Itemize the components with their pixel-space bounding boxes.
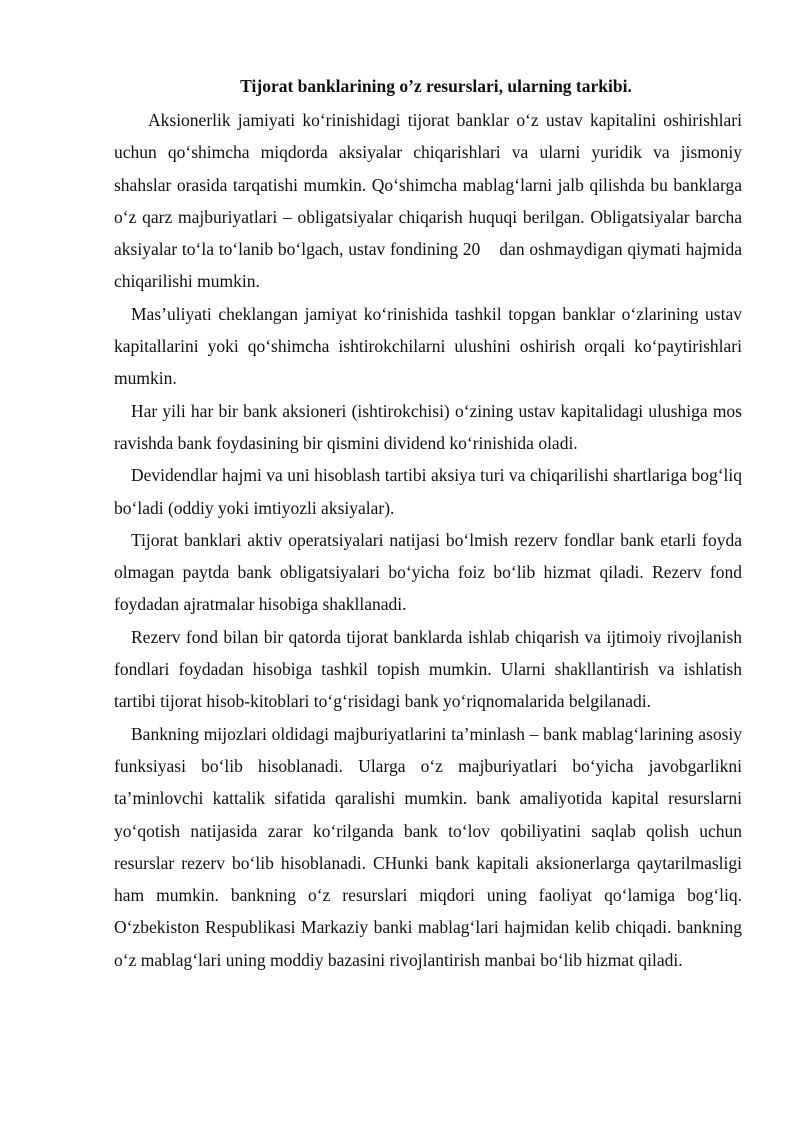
paragraph-dividend-volume: Devidendlar hajmi va uni hisoblash tartibi aksiya turi va chiqarilishi shartlariga bog‘liq bo‘ladi (oddiy yoki imtiyozli aksiyalar). <box>114 465 742 518</box>
document-title: Tijorat banklarining o’z resurslari, ularning tarkibi. <box>240 76 632 96</box>
paragraph-reserve-funds: Tijorat banklari aktiv operatsiyalari natijasi bo‘lmish rezerv fondlar bank etarli foyda olmagan paytda bank obligatsiyalari bo‘yicha foiz bo‘lib hizmat qiladi. Rezerv fond foydadan ajratmalar hisobiga shakllanadi. <box>114 529 742 615</box>
paragraph-share-capital: Aksionerlik jamiyati ko‘rinishidagi tijorat banklar o‘z ustav kapitalini oshirishlari uchun qo‘shimcha miqdorda aksiyalar chiqarishlari va ularni yuridik va jismoniy shahslar orasida tarqatishi mumkin. Qo‘shimcha mablag‘larni jalb qilishda bu banklarga o‘z qarz majburiyatlari – obligatsiyalar chiqarish huquqi berilgan. Obligatsiyalar barcha aksiyalar to‘la to‘lanib bo‘lgach, ustav fondining 20 dan oshmaydigan qiymati hajmida chiqarilishi mumkin. <box>114 110 747 292</box>
document-page <box>114 72 747 976</box>
paragraph-obligations: Bankning mijozlari oldidagi majburiyatlarini ta’minlash – bank mablag‘larining asosiy funksiyasi bo‘lib hisoblanadi. Ularga o‘z majburiyatlari bo‘yicha javobgarlikni ta’minlovchi kattalik sifatida qaralishi mumkin. bank amaliyotida kapital resurslarni yo‘qotish natijasida zarar ko‘rilganda bank to‘lov qobiliyatini saqlab qolish uchun resurslar rezerv bo‘lib hisoblanadi. CHunki bank kapitali aksionerlarga qaytarilmasligi ham mumkin. bankning o‘z resurslari miqdori uning faoliyat qo‘lamiga bog‘liq. O‘zbekiston Respublikasi Markaziy banki mablag‘lari hajmidan kelib chiqadi. bankning o‘z mablag‘lari uning moddiy bazasini rivojlantirish manbai bo‘lib hizmat qiladi. <box>114 723 742 970</box>
paragraph-llc-banks: Mas’uliyati cheklangan jamiyat ko‘rinishida tashkil topgan banklar o‘zlarining ustav kapitallarini yoki qo‘shimcha ishtirokchilarni ulushini oshirish orqali ko‘paytirishlari mumkin. <box>114 303 742 389</box>
paragraph-dividends: Har yili har bir bank aksioneri (ishtirokchisi) o‘zining ustav kapitalidagi ulushiga mos ravishda bank foydasining bir qismini dividend ko‘rinishida oladi. <box>114 400 742 453</box>
paragraph-development-funds: Rezerv fond bilan bir qatorda tijorat banklarda ishlab chiqarish va ijtimoiy rivojlanish fondlari foydadan hisobiga tashkil topish mumkin. Ularni shakllantirish va ishlatish tartibi tijorat hisob-kitoblari to‘g‘risidagi bank yo‘riqnomalarida belgilanadi. <box>114 626 742 712</box>
